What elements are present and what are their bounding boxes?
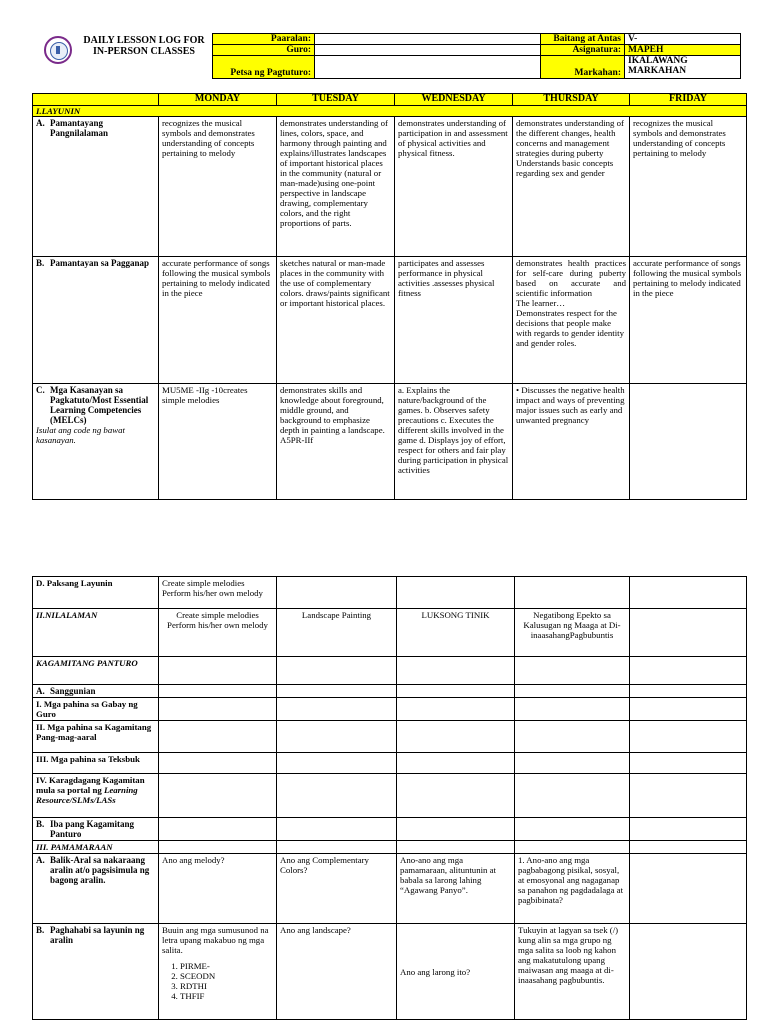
- header-info-table: [212, 33, 741, 79]
- cell-balik-friday: [630, 854, 747, 924]
- cell-d-wednesday: [397, 577, 515, 609]
- day-header-thursday: THURSDAY: [513, 94, 630, 106]
- row-label-kagamitang-panturo: KAGAMITANG PANTURO: [33, 657, 159, 685]
- cell-d-thursday: [515, 577, 630, 609]
- cell-a-wednesday: demonstrates understanding of participation in and assessment of physical activities and physical fitness.: [395, 117, 513, 257]
- row-label-pamantayang-pangnilalaman: A. Pamantayang Pangnilalaman: [33, 117, 159, 257]
- paaralan-label: Paaralan:: [213, 34, 315, 45]
- cell-nilalaman-friday: [630, 609, 747, 657]
- jumbled-words-list: [162, 961, 273, 1001]
- paaralan-value: [315, 34, 541, 45]
- cell-nilalaman-wednesday: LUKSONG TINIK: [397, 609, 515, 657]
- row-label-pamantayan-sa-pagganap: B. Pamantayan sa Pagganap: [33, 257, 159, 384]
- cell-nilalaman-thursday: Negatibong Epekto sa Kalusugan ng Maaga at Di-inaasahangPagbubuntis: [515, 609, 630, 657]
- row-label-karagdagang-kagamitan: IV. Karagdagang Kagamitan mula sa portal ng Learning Resource/SLMs/LASs: [33, 774, 159, 818]
- cell-d-friday: [630, 577, 747, 609]
- cell-b-tuesday: sketches natural or man-made places in the community with the use of complementary colors. draws/paints significant or important historical places.: [277, 257, 395, 384]
- petsa-value: [315, 56, 541, 79]
- asignatura-value: MAPEH: [625, 45, 741, 56]
- cell-balik-monday: Ano ang melody?: [159, 854, 277, 924]
- cell-nilalaman-tuesday: Landscape Painting: [277, 609, 397, 657]
- cell-b-friday: accurate performance of songs following the musical symbols pertaining to melody indicated in the piece: [630, 257, 747, 384]
- cell-paghahabi-wednesday: Ano ang larong ito?: [397, 924, 515, 1020]
- content-procedure-table: [32, 576, 747, 1020]
- row-label-nilalaman: II.NILALAMAN: [33, 609, 159, 657]
- list-item: 3. RDTHI: [180, 981, 273, 991]
- row-label-mga-kasanayan: C. Mga Kasanayan sa Pagkatuto/Most Essential Learning Competencies (MELCs) Isulat ang code ng bawat kasanayan.: [33, 384, 159, 500]
- cell-c-friday: [630, 384, 747, 500]
- row-label-paghahabi: B. Paghahabi sa layunin ng aralin: [33, 924, 159, 1020]
- list-item: 1. PIRME-: [180, 961, 273, 971]
- cell-nilalaman-monday: Create simple melodies Perform his/her own melody: [159, 609, 277, 657]
- cell-paghahabi-thursday: Tukuyin at lagyan sa tsek (/) kung alin sa mga grupo ng mga salita sa loob ng kahon ang makatutulong upang maiwasan ang maaga at di-inaasahang pagbubuntis.: [515, 924, 630, 1020]
- cell-c-thursday: • Discusses the negative health impact and ways of preventing major issues such as early and unwanted pregnancy: [513, 384, 630, 500]
- row-label-teksbuk: III. Mga pahina sa Teksbuk: [33, 753, 159, 774]
- cell-balik-thursday: 1. Ano-ano ang mga pagbabagong pisikal, sosyal, at emosyonal ang nagaganap sa panahon ng pagdadalaga at pagbibinata?: [515, 854, 630, 924]
- baitang-value: V-: [625, 34, 741, 45]
- baitang-label: Baitang at Antas: [541, 34, 625, 45]
- cell-a-monday: recognizes the musical symbols and demonstrates understanding of concepts pertaining to melody: [159, 117, 277, 257]
- row-label-sanggunian: A. Sanggunian: [33, 685, 159, 698]
- day-header-tuesday: TUESDAY: [277, 94, 395, 106]
- section-layunin: I.LAYUNIN: [33, 106, 747, 117]
- document-title: DAILY LESSON LOG FOR IN-PERSON CLASSES: [83, 35, 205, 57]
- row-label-balik-aral: A. Balik-Aral sa nakaraang aralin at/o pagsisimula ng bagong aralin.: [33, 854, 159, 924]
- cell-d-monday: Create simple melodies Perform his/her own melody: [159, 577, 277, 609]
- cell-balik-wednesday: Ano-ano ang mga pamamaraan, alituntunin at babala sa larong lahing “Agawang Panyo”.: [397, 854, 515, 924]
- row-label-iba-pang-kagamitan: B. Iba pang Kagamitang Panturo: [33, 818, 159, 841]
- row-label-paksang-layunin: D. Paksang Layunin: [33, 577, 159, 609]
- cell-d-tuesday: [277, 577, 397, 609]
- day-header-monday: MONDAY: [159, 94, 277, 106]
- cell-b-monday: accurate performance of songs following the musical symbols pertaining to melody indicated in the piece: [159, 257, 277, 384]
- cell-paghahabi-monday: Buuin ang mga sumusunod na letra upang makabuo ng mga salita. 1. PIRME- 2. SCEODN 3. RDTHI 4. THFIF: [159, 924, 277, 1020]
- list-item: 2. SCEODN: [180, 971, 273, 981]
- cell-a-thursday: demonstrates understanding of the different changes, health concerns and management strategies during puberty Understands basic concepts regarding sex and gender: [513, 117, 630, 257]
- deped-seal-icon: [44, 36, 72, 64]
- list-item: 4. THFIF: [180, 991, 273, 1001]
- guro-label: Guro:: [213, 45, 315, 56]
- guro-value: [315, 45, 541, 56]
- objectives-table: [32, 93, 747, 500]
- day-header-friday: FRIDAY: [630, 94, 747, 106]
- cell-paghahabi-tuesday: Ano ang landscape?: [277, 924, 397, 1020]
- cell-c-tuesday: demonstrates skills and knowledge about foreground, middle ground, and background to emphasize depth in painting a landscape. A5PR-IIf: [277, 384, 395, 500]
- cell-c-wednesday: a. Explains the nature/background of the games. b. Observes safety precautions c. Executes the different skills involved in the game d. Displays joy of effort, respect for others and fair play during participation in physical activities: [395, 384, 513, 500]
- cell-c-monday: MU5ME -IIg -10creates simple melodies: [159, 384, 277, 500]
- row-label-pamamaraan: III. PAMAMARAAN: [33, 841, 159, 854]
- row-label-kagamitang-pang-mag-aaral: II. Mga pahina sa Kagamitang Pang-mag-aaral: [33, 721, 159, 753]
- row-label-gabay-ng-guro: I. Mga pahina sa Gabay ng Guro: [33, 698, 159, 721]
- corner-cell: [33, 94, 159, 106]
- day-header-wednesday: WEDNESDAY: [395, 94, 513, 106]
- markahan-label: Markahan:: [541, 56, 625, 79]
- cell-b-thursday: demonstrates health practices for self-care during puberty based on accurate and scientific information The learner… Demonstrates respect for the decisions that people make with regards to gender identity and gender roles.: [513, 257, 630, 384]
- cell-b-wednesday: participates and assesses performance in physical activities .assesses physical fitness: [395, 257, 513, 384]
- cell-paghahabi-friday: [630, 924, 747, 1020]
- cell-balik-tuesday: Ano ang Complementary Colors?: [277, 854, 397, 924]
- cell-a-friday: recognizes the musical symbols and demonstrates understanding of concepts pertaining to melody: [630, 117, 747, 257]
- asignatura-label: Asignatura:: [541, 45, 625, 56]
- petsa-label: Petsa ng Pagtuturo:: [213, 56, 315, 79]
- markahan-value: IKALAWANG MARKAHAN: [625, 56, 741, 79]
- cell-a-tuesday: demonstrates understanding of lines, colors, space, and harmony through painting and explains/illustrates landscapes of important historical places in the community (natural or man-made)using one-point perspective in landscape drawing, complementary colors, and the right proportions of parts.: [277, 117, 395, 257]
